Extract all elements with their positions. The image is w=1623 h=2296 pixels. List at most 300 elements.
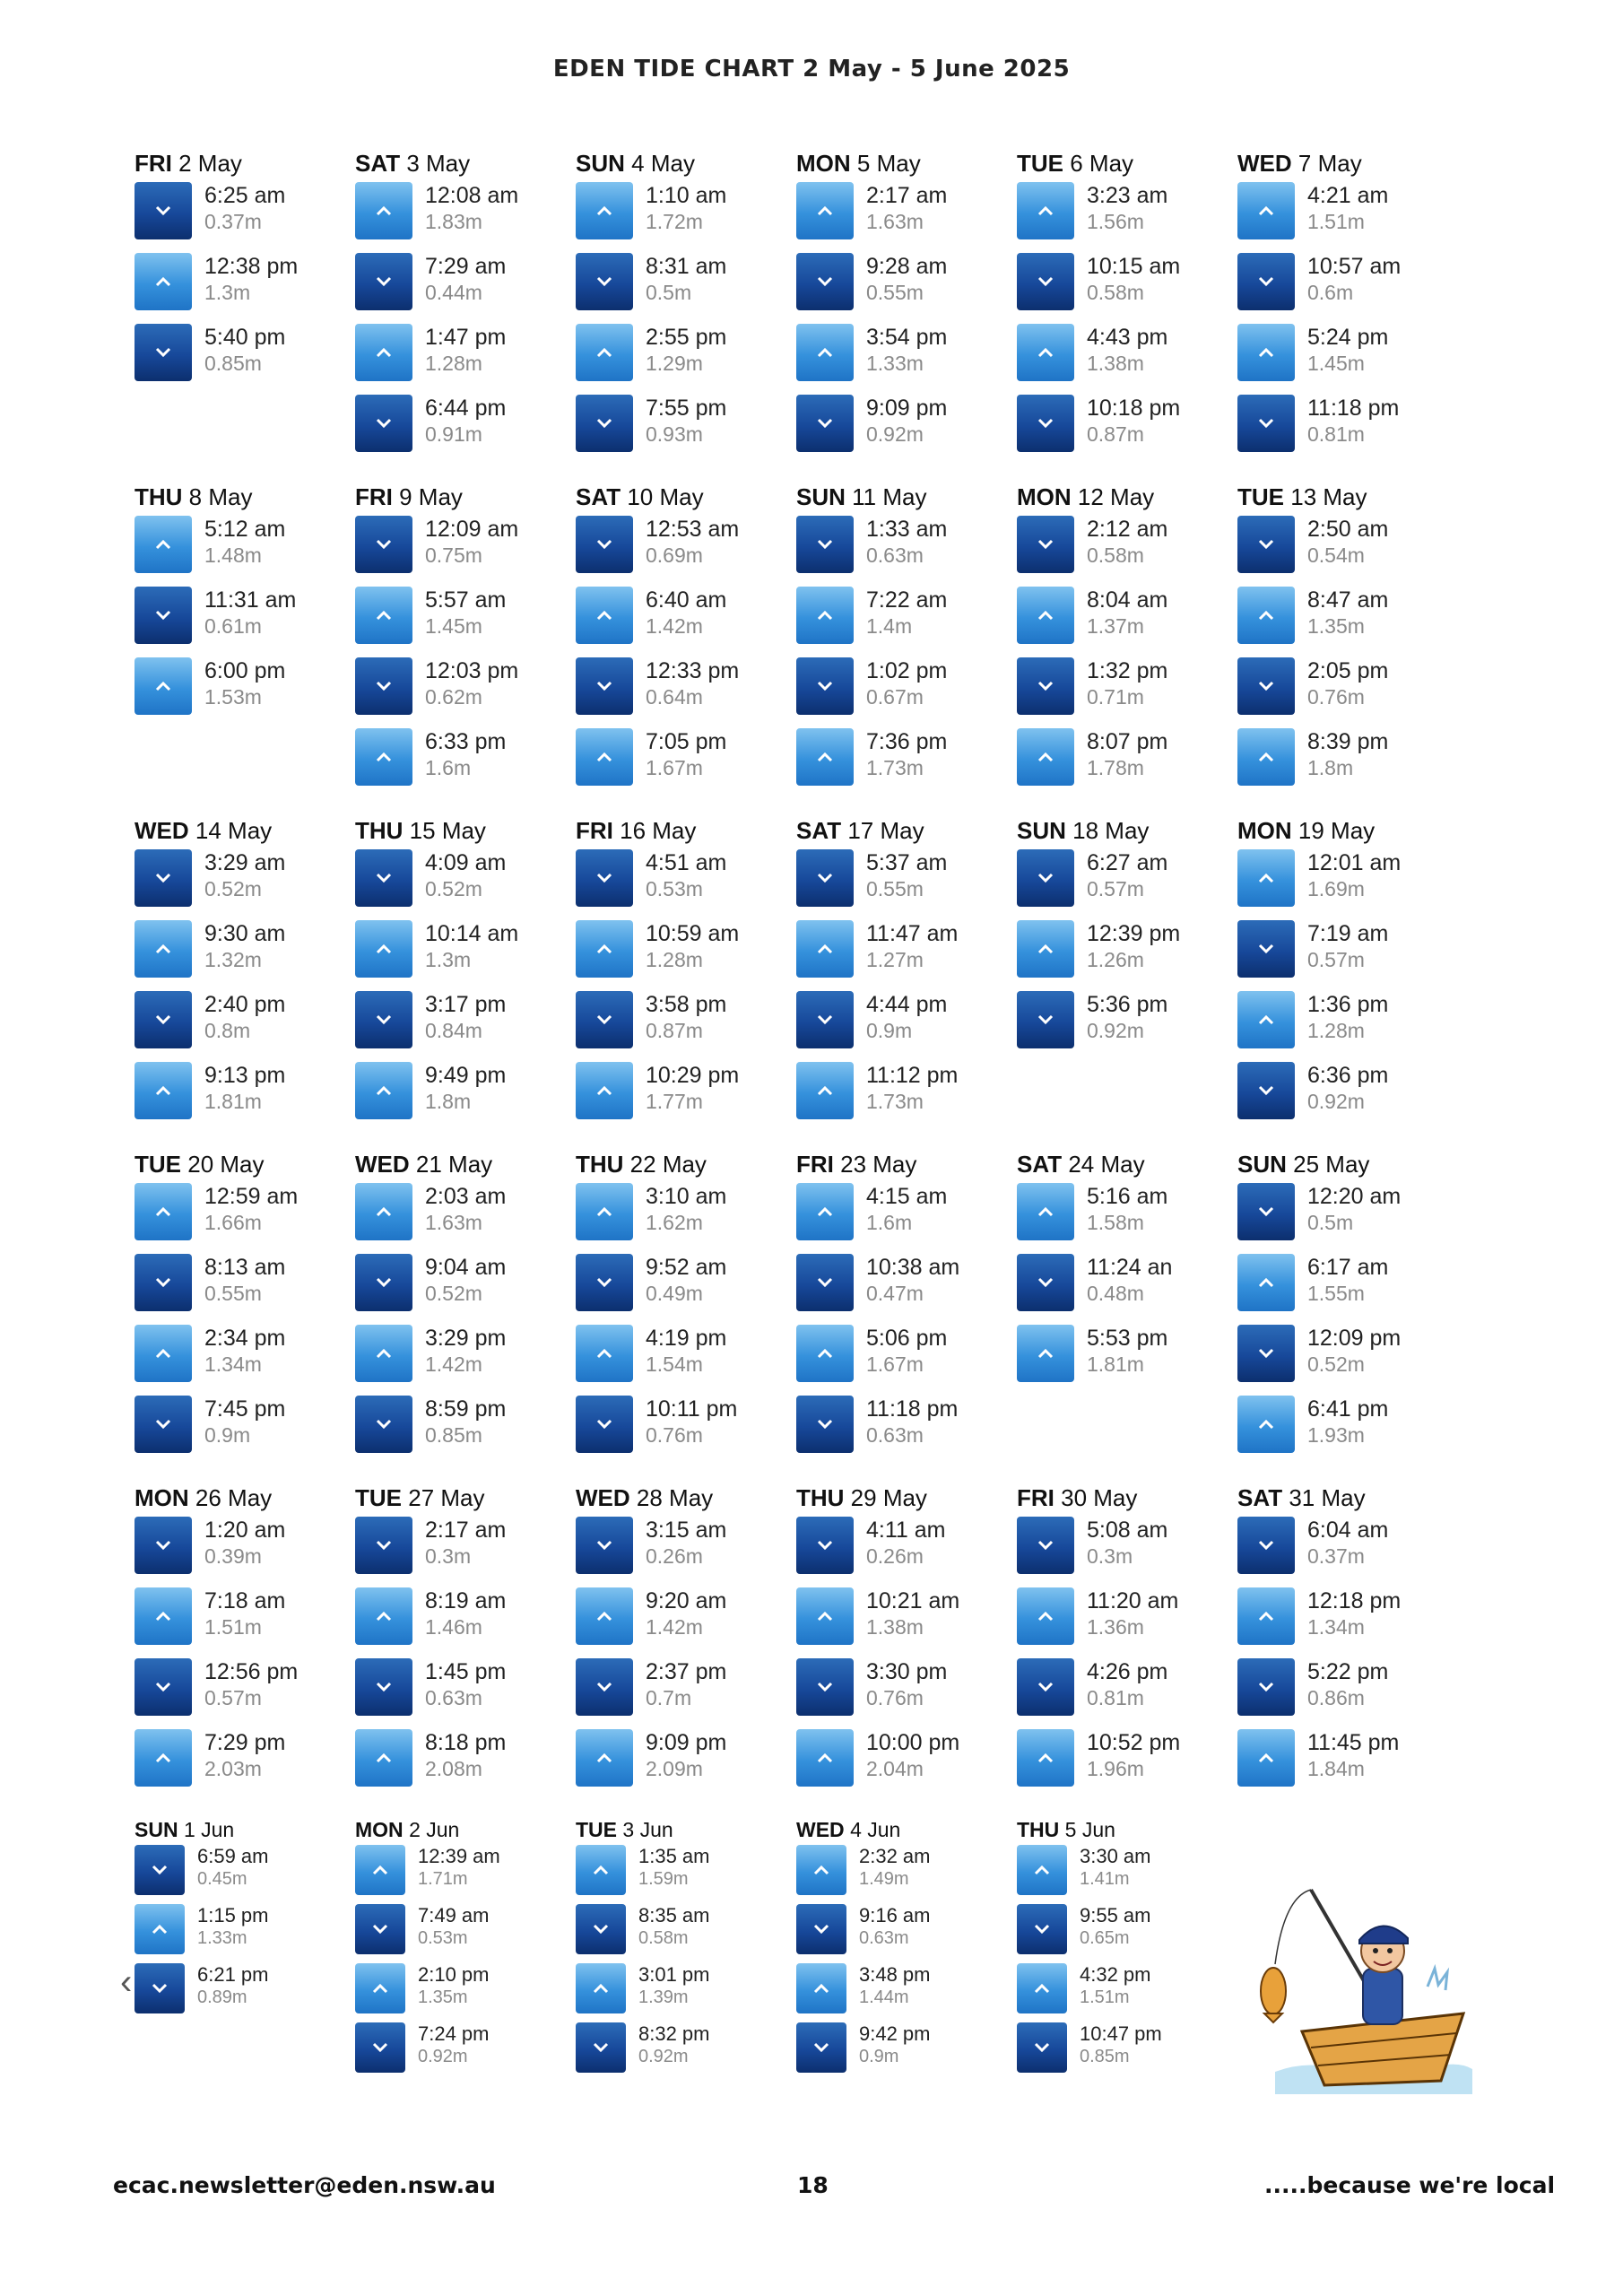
tide-details	[1307, 1517, 1388, 1569]
tide-details	[646, 1183, 726, 1235]
tide-height: 1.45m	[425, 614, 482, 638]
tide-details	[1087, 182, 1167, 234]
day-of-week: MON	[1237, 817, 1292, 844]
tide-time: 2:17 am	[866, 183, 948, 208]
low-tide-entry	[135, 1517, 355, 1587]
tide-time: 12:09 pm	[1307, 1326, 1402, 1351]
tide-time: 11:12 pm	[866, 1063, 959, 1088]
day-date: 3 May	[406, 150, 471, 177]
tide-details	[425, 1517, 506, 1569]
high-tide-entry	[1017, 1845, 1237, 1904]
tide-details	[1087, 395, 1180, 447]
tide-details	[1307, 253, 1401, 305]
tide-height: 1.73m	[866, 1090, 924, 1113]
tide-up-icon	[576, 1325, 633, 1382]
tide-time: 9:30 am	[204, 921, 286, 946]
tide-height: 0.3m	[425, 1544, 472, 1568]
tide-height: 1.53m	[204, 685, 262, 709]
day-heading	[796, 482, 1017, 512]
tide-time: 6:25 am	[204, 183, 286, 208]
tide-details	[425, 1587, 506, 1639]
tide-height: 0.48m	[1087, 1282, 1144, 1305]
low-tide-entry	[576, 1904, 796, 1963]
tide-details	[646, 587, 726, 639]
tide-height: 2.03m	[204, 1757, 262, 1780]
tide-down-icon	[355, 849, 412, 907]
tide-height: 0.5m	[1307, 1211, 1354, 1234]
high-tide-entry	[1237, 849, 1458, 920]
low-tide-entry	[1237, 516, 1458, 587]
high-tide-entry	[796, 1587, 1017, 1658]
day-column	[796, 1149, 1017, 1466]
tide-up-icon	[135, 1062, 192, 1119]
low-tide-entry	[355, 1658, 576, 1729]
tide-details	[646, 1254, 726, 1306]
tide-details	[425, 1396, 506, 1448]
tide-time: 8:35 am	[638, 1904, 710, 1926]
tide-height: 2.09m	[646, 1757, 703, 1780]
tide-down-icon	[576, 253, 633, 310]
tide-time: 5:16 am	[1087, 1184, 1168, 1209]
tide-details	[197, 1963, 269, 2008]
low-tide-entry	[135, 587, 355, 657]
tide-time: 3:54 pm	[866, 325, 948, 350]
tide-up-icon	[1237, 991, 1295, 1048]
tide-time: 4:51 am	[646, 850, 727, 875]
day-date: 18 May	[1072, 817, 1150, 844]
day-of-week: FRI	[796, 1151, 834, 1178]
tide-details	[425, 516, 518, 568]
tide-time: 6:21 pm	[197, 1963, 269, 1986]
day-heading	[135, 1483, 355, 1513]
day-of-week: SUN	[576, 150, 625, 177]
tide-height: 1.29m	[646, 352, 703, 375]
tide-details	[1307, 1396, 1388, 1448]
high-tide-entry	[1017, 920, 1237, 991]
tide-time: 2:34 pm	[204, 1326, 286, 1351]
tide-up-icon	[1017, 182, 1074, 239]
tide-up-icon	[135, 1183, 192, 1240]
tide-details	[866, 253, 947, 305]
tide-down-icon	[355, 1396, 412, 1453]
tide-down-icon	[1017, 1254, 1074, 1311]
day-column	[135, 482, 355, 799]
tide-details	[646, 1062, 739, 1114]
tide-down-icon	[796, 253, 854, 310]
day-of-week: SAT	[355, 150, 401, 177]
tide-time: 3:30 am	[1080, 1845, 1151, 1867]
tide-height: 1.33m	[866, 352, 924, 375]
day-date: 13 May	[1290, 483, 1367, 510]
tide-height: 0.6m	[1307, 281, 1354, 304]
tide-time: 4:19 pm	[646, 1326, 727, 1351]
tide-down-icon	[576, 1396, 633, 1453]
day-column	[1017, 815, 1237, 1133]
tide-details	[1087, 253, 1180, 305]
day-date: 15 May	[409, 817, 486, 844]
tide-details	[425, 657, 518, 709]
day-column	[135, 148, 355, 465]
tide-down-icon	[355, 1517, 412, 1574]
tide-details	[646, 253, 726, 305]
tide-height: 1.28m	[425, 352, 482, 375]
tide-time: 2:40 pm	[204, 992, 286, 1017]
tide-height: 0.26m	[646, 1544, 703, 1568]
tide-height: 0.52m	[425, 877, 482, 900]
tide-height: 1.63m	[866, 210, 924, 233]
tide-height: 1.42m	[425, 1352, 482, 1376]
tide-details	[866, 849, 947, 901]
tide-down-icon	[1017, 991, 1074, 1048]
day-of-week: SUN	[1237, 1151, 1287, 1178]
day-column	[1237, 1483, 1458, 1800]
tide-height: 0.62m	[425, 685, 482, 709]
day-heading	[576, 1149, 796, 1179]
tide-time: 2:10 pm	[418, 1963, 490, 1986]
tide-time: 10:52 pm	[1087, 1730, 1181, 1755]
tide-details	[1087, 657, 1167, 709]
tide-time: 1:10 am	[646, 183, 727, 208]
day-date: 29 May	[850, 1484, 927, 1511]
tide-height: 1.34m	[204, 1352, 262, 1376]
tide-height: 0.53m	[646, 877, 703, 900]
tide-height: 1.33m	[197, 1928, 247, 1948]
tide-time: 8:07 pm	[1087, 729, 1168, 754]
tide-details	[204, 182, 285, 234]
tide-time: 6:00 pm	[204, 658, 286, 683]
tide-height: 1.3m	[204, 281, 251, 304]
day-of-week: WED	[576, 1484, 630, 1511]
tide-time: 4:11 am	[866, 1518, 946, 1543]
tide-details	[204, 253, 298, 305]
day-column	[1237, 482, 1458, 799]
day-heading	[1017, 148, 1237, 178]
high-tide-entry	[576, 728, 796, 799]
day-date: 8 May	[188, 483, 253, 510]
tide-time: 7:49 am	[418, 1904, 490, 1926]
day-column	[355, 148, 576, 465]
footer-email[interactable]: ecac.newsletter@eden.nsw.au	[113, 2172, 496, 2198]
tide-height: 1.59m	[638, 1869, 689, 1889]
tide-time: 2:05 pm	[1307, 658, 1389, 683]
tide-details	[646, 991, 726, 1043]
tide-time: 2:03 am	[425, 1184, 507, 1209]
day-date: 2 Jun	[409, 1818, 460, 1841]
low-tide-entry	[576, 1517, 796, 1587]
day-of-week: FRI	[1017, 1484, 1055, 1511]
tide-details	[1087, 1587, 1178, 1639]
tide-up-icon	[355, 1845, 405, 1895]
tide-time: 5:06 pm	[866, 1326, 948, 1351]
tide-down-icon	[796, 1254, 854, 1311]
tide-down-icon	[1237, 395, 1295, 452]
tide-down-icon	[796, 1396, 854, 1453]
tide-details	[425, 324, 506, 376]
low-tide-entry	[1017, 991, 1237, 1062]
low-tide-entry	[355, 516, 576, 587]
tide-down-icon	[796, 2022, 846, 2073]
day-heading	[135, 482, 355, 512]
low-tide-entry	[576, 516, 796, 587]
tide-time: 3:01 pm	[638, 1963, 710, 1986]
tide-height: 1.44m	[859, 1987, 909, 2007]
tide-up-icon	[355, 728, 412, 786]
high-tide-entry	[1237, 728, 1458, 799]
tide-height: 0.92m	[866, 422, 924, 446]
tide-details	[646, 516, 739, 568]
tide-details	[859, 1845, 931, 1890]
tide-height: 0.45m	[197, 1869, 247, 1889]
tide-details	[646, 1325, 726, 1377]
day-column	[355, 1816, 576, 2082]
tide-height: 0.57m	[1087, 877, 1144, 900]
tide-time: 9:55 am	[1080, 1904, 1151, 1926]
tide-time: 5:40 pm	[204, 325, 286, 350]
tide-time: 12:38 pm	[204, 254, 299, 279]
low-tide-entry	[1017, 1254, 1237, 1325]
tide-height: 0.69m	[646, 544, 703, 567]
tide-down-icon	[355, 2022, 405, 2073]
high-tide-entry	[576, 1963, 796, 2022]
tide-details	[204, 1517, 285, 1569]
tide-up-icon	[135, 1587, 192, 1645]
day-date: 16 May	[620, 817, 697, 844]
tide-down-icon	[135, 1396, 192, 1453]
day-column	[796, 148, 1017, 465]
day-column	[796, 1483, 1017, 1800]
day-heading	[576, 1483, 796, 1513]
tide-height: 0.81m	[1087, 1686, 1144, 1709]
day-heading	[355, 815, 576, 846]
tide-details	[197, 1845, 269, 1890]
tide-time: 12:18 pm	[1307, 1588, 1402, 1613]
tide-up-icon	[796, 1729, 854, 1787]
high-tide-entry	[355, 324, 576, 395]
tide-details	[638, 1845, 710, 1890]
day-column	[796, 1816, 1017, 2082]
tide-down-icon	[796, 849, 854, 907]
day-date: 25 May	[1293, 1151, 1370, 1178]
tide-height: 0.85m	[1080, 2047, 1130, 2066]
day-heading	[355, 482, 576, 512]
high-tide-entry	[355, 1845, 576, 1904]
tide-height: 1.41m	[1080, 1869, 1130, 1889]
tide-down-icon	[1237, 516, 1295, 573]
tide-details	[197, 1904, 269, 1949]
low-tide-entry	[355, 1254, 576, 1325]
tide-height: 0.61m	[204, 614, 262, 638]
low-tide-entry	[1017, 395, 1237, 465]
tide-up-icon	[1237, 1396, 1295, 1453]
tide-down-icon	[796, 991, 854, 1048]
high-tide-entry	[1237, 1254, 1458, 1325]
tide-height: 0.54m	[1307, 544, 1365, 567]
tide-time: 2:37 pm	[646, 1659, 727, 1684]
tide-time: 4:32 pm	[1080, 1963, 1151, 1986]
tide-height: 0.92m	[1307, 1090, 1365, 1113]
tide-height: 1.62m	[646, 1211, 703, 1234]
tide-up-icon	[796, 728, 854, 786]
tide-height: 1.51m	[1307, 210, 1365, 233]
tide-up-icon	[576, 1729, 633, 1787]
high-tide-entry	[576, 587, 796, 657]
page-title: EDEN TIDE CHART 2 May - 5 June 2025	[552, 56, 1071, 83]
tide-time: 7:45 pm	[204, 1396, 286, 1422]
day-heading	[796, 815, 1017, 846]
tide-up-icon	[1017, 728, 1074, 786]
tide-time: 11:24 an	[1087, 1255, 1173, 1280]
tide-height: 0.5m	[646, 281, 692, 304]
tide-details	[425, 728, 506, 780]
tide-up-icon	[355, 1587, 412, 1645]
day-date: 20 May	[187, 1151, 265, 1178]
tide-details	[646, 1396, 737, 1448]
tide-time: 9:52 am	[646, 1255, 727, 1280]
low-tide-entry	[1237, 1062, 1458, 1133]
day-date: 5 May	[856, 150, 921, 177]
tide-time: 10:11 pm	[646, 1396, 738, 1422]
low-tide-entry	[796, 657, 1017, 728]
low-tide-entry	[576, 1254, 796, 1325]
tide-details	[425, 1658, 506, 1710]
tide-time: 10:00 pm	[866, 1730, 960, 1755]
low-tide-entry	[355, 991, 576, 1062]
tide-up-icon	[576, 182, 633, 239]
tide-height: 1.42m	[646, 1615, 703, 1639]
low-tide-entry	[1237, 920, 1458, 991]
tide-time: 11:31 am	[204, 587, 297, 613]
tide-height: 1.46m	[425, 1615, 482, 1639]
tide-time: 9:04 am	[425, 1255, 507, 1280]
day-of-week: SUN	[1017, 817, 1066, 844]
tide-height: 1.67m	[646, 756, 703, 779]
low-tide-entry	[1017, 2022, 1237, 2082]
tide-up-icon	[1237, 587, 1295, 644]
day-heading	[355, 148, 576, 178]
tide-details	[204, 657, 285, 709]
day-heading	[1017, 815, 1237, 846]
day-date: 4 May	[631, 150, 695, 177]
tide-up-icon	[796, 1062, 854, 1119]
day-column	[576, 1149, 796, 1466]
tide-details	[204, 1729, 285, 1781]
tide-details	[1307, 1729, 1399, 1781]
tide-time: 1:45 pm	[425, 1659, 507, 1684]
low-tide-entry	[576, 2022, 796, 2082]
low-tide-entry	[796, 253, 1017, 324]
tide-details	[866, 182, 947, 234]
tide-height: 0.47m	[866, 1282, 924, 1305]
tide-time: 10:14 am	[425, 921, 519, 946]
tide-down-icon	[1017, 516, 1074, 573]
tide-down-icon	[135, 1845, 185, 1895]
low-tide-entry	[1017, 253, 1237, 324]
tide-details	[1307, 1062, 1388, 1114]
tide-height: 1.37m	[1087, 614, 1144, 638]
tide-time: 11:20 am	[1087, 1588, 1179, 1613]
high-tide-entry	[355, 587, 576, 657]
week-row	[135, 815, 1533, 1133]
tide-time: 3:29 pm	[425, 1326, 507, 1351]
chevron-left-icon[interactable]: ‹	[120, 1962, 133, 2002]
high-tide-entry	[796, 1963, 1017, 2022]
tide-height: 1.26m	[1087, 948, 1144, 971]
tide-details	[646, 728, 726, 780]
tide-time: 7:36 pm	[866, 729, 948, 754]
tide-up-icon	[135, 657, 192, 715]
low-tide-entry	[796, 1396, 1017, 1466]
tide-down-icon	[135, 1517, 192, 1574]
tide-time: 8:39 pm	[1307, 729, 1389, 754]
day-date: 5 Jun	[1064, 1818, 1115, 1841]
tide-details	[425, 253, 506, 305]
tide-down-icon	[1017, 657, 1074, 715]
tide-details	[1087, 920, 1180, 972]
tide-time: 3:29 am	[204, 850, 286, 875]
day-of-week: MON	[796, 150, 851, 177]
high-tide-entry	[576, 1062, 796, 1133]
tide-details	[866, 1587, 959, 1639]
tide-time: 2:17 am	[425, 1518, 507, 1543]
tide-time: 7:29 am	[425, 254, 507, 279]
day-heading	[796, 148, 1017, 178]
tide-down-icon	[576, 395, 633, 452]
day-of-week: MON	[135, 1484, 189, 1511]
tide-height: 0.37m	[204, 210, 262, 233]
tide-details	[425, 182, 518, 234]
tide-height: 1.81m	[204, 1090, 262, 1113]
tide-height: 0.63m	[866, 1423, 924, 1447]
day-heading	[355, 1149, 576, 1179]
tide-up-icon	[576, 1845, 626, 1895]
tide-time: 10:18 pm	[1087, 396, 1181, 421]
tide-details	[1307, 587, 1388, 639]
day-column	[135, 815, 355, 1133]
tide-time: 8:04 am	[1087, 587, 1168, 613]
tide-time: 11:45 pm	[1307, 1730, 1400, 1755]
day-heading	[796, 1483, 1017, 1513]
tide-height: 1.6m	[425, 756, 472, 779]
low-tide-entry	[1237, 657, 1458, 728]
tide-details	[418, 2022, 490, 2067]
high-tide-entry	[576, 1325, 796, 1396]
day-heading	[1017, 1816, 1237, 1843]
low-tide-entry	[796, 1904, 1017, 1963]
low-tide-entry	[355, 2022, 576, 2082]
low-tide-entry	[135, 1963, 355, 2022]
tide-time: 3:10 am	[646, 1184, 727, 1209]
tide-down-icon	[576, 991, 633, 1048]
tide-details	[866, 728, 947, 780]
day-column	[796, 482, 1017, 799]
tide-details	[204, 324, 285, 376]
tide-details	[866, 920, 958, 972]
tide-height: 0.92m	[638, 2047, 689, 2066]
tide-down-icon	[135, 1963, 185, 2013]
tide-down-icon	[1017, 1904, 1067, 1954]
tide-down-icon	[135, 324, 192, 381]
day-column	[796, 815, 1017, 1133]
day-date: 6 May	[1070, 150, 1134, 177]
tide-time: 10:47 pm	[1080, 2022, 1162, 2045]
tide-height: 0.71m	[1087, 685, 1144, 709]
tide-height: 1.27m	[866, 948, 924, 971]
tide-details	[204, 849, 285, 901]
day-date: 10 May	[627, 483, 704, 510]
tide-details	[425, 1254, 506, 1306]
day-date: 21 May	[415, 1151, 493, 1178]
tide-details	[418, 1845, 500, 1890]
